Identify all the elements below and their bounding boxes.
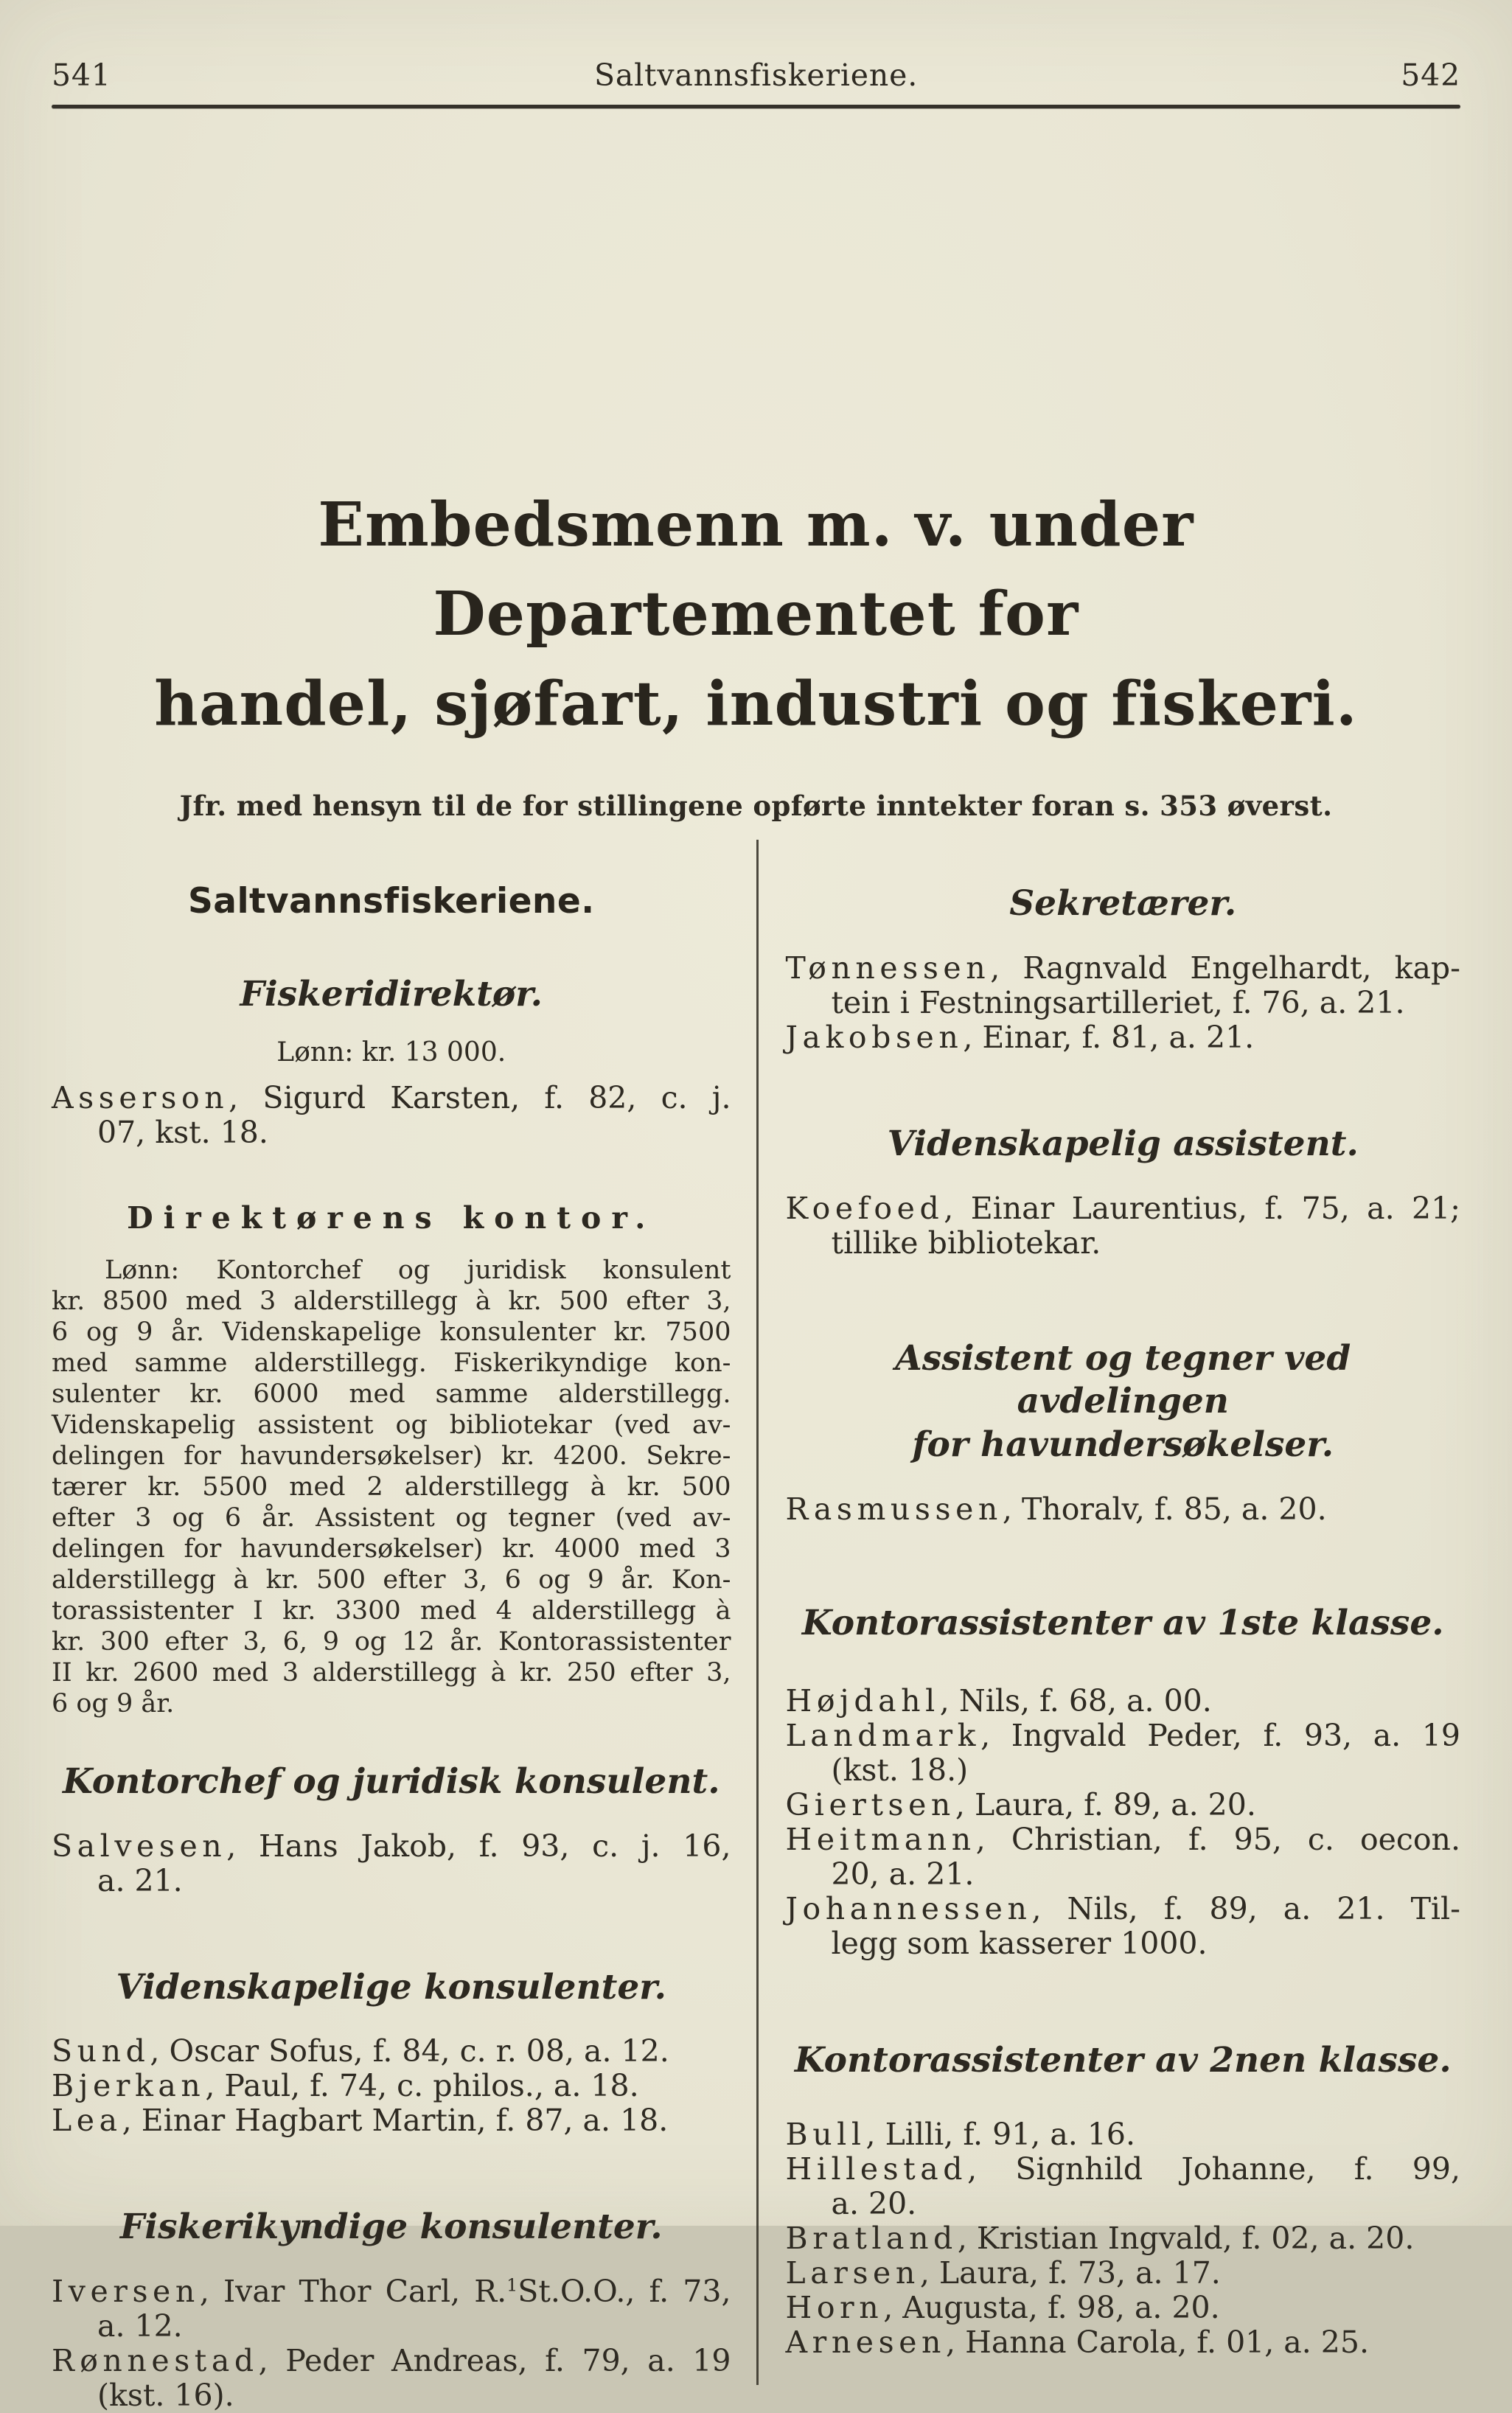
surname: Landmark xyxy=(785,1717,981,1753)
page-title xyxy=(52,481,1460,749)
entry-text: , Hanna Carola, f. 01, a. 25. xyxy=(946,2325,1370,2361)
paragraph-line: II kr. 2600 med 3 alderstillegg à kr. 250 efter 3, xyxy=(52,1657,731,1688)
paragraph-line: kr. 300 efter 3, 6, 9 og 12 år. Kontorassistenter xyxy=(52,1626,731,1657)
entry-larsen xyxy=(786,2256,1461,2291)
heading-direktorens-kontor: Direktørens kontor. xyxy=(127,1199,656,1236)
entry-text: , Einar Laurentius, f. 75, a. 21; xyxy=(944,1190,1460,1226)
entry-text: , Hans Jakob, f. 93, c. j. 16, xyxy=(226,1828,731,1864)
entry-text: , Nils, f. 89, a. 21. Til- xyxy=(1031,1890,1460,1926)
entry-text: , Kristian Ingvald, f. 02, a. 20. xyxy=(957,2221,1415,2257)
surname: Arnesen xyxy=(785,2325,947,2361)
entry-line: a. 21. xyxy=(97,1862,183,1898)
running-head-title: Saltvannsfiskeriene. xyxy=(593,58,919,93)
entry-line xyxy=(786,1191,1461,1226)
entry-jakobsen xyxy=(786,1020,1461,1055)
entry-text: , Einar Hagbart Martin, f. 87, a. 18. xyxy=(122,2103,669,2139)
surname: Johannessen xyxy=(785,1890,1032,1926)
page-number-right: 542 xyxy=(1401,58,1460,93)
salary-fiskeridirektor: Lønn: kr. 13 000. xyxy=(276,1037,506,1068)
entry-line xyxy=(786,2117,1461,2152)
surname: Giertsen xyxy=(785,1786,955,1822)
entry-line xyxy=(52,2034,731,2069)
entry-text: , Ivar Thor Carl, R. xyxy=(199,2274,507,2310)
surname: Rasmussen xyxy=(785,1491,1003,1527)
heading-fiskeridirektor: Fiskeridirektør. xyxy=(240,974,543,1015)
surname: Tønnessen xyxy=(785,950,991,986)
page-title-line2: handel, sjøfart, industri og fiskeri. xyxy=(154,668,1358,739)
entry-text: , Christian, f. 95, c. oecon. xyxy=(975,1821,1460,1857)
surname: Iversen xyxy=(52,2274,200,2310)
heading-kontorchef: Kontorchef og juridisk konsulent. xyxy=(62,1761,720,1802)
entry-salvesen xyxy=(52,1829,731,1898)
entries-kontorassistenter-2nen xyxy=(786,2117,1461,2360)
entry-text: St.O.O., f. 73, xyxy=(518,2274,731,2310)
entries-videnskapelig-assistent xyxy=(786,1191,1461,1261)
two-column-region xyxy=(52,860,1460,2413)
surname: Heitmann xyxy=(785,1821,976,1857)
paragraph-line: med samme alderstillegg. Fiskerikyndige kon- xyxy=(52,1348,731,1378)
entry-text: , Laura, f. 73, a. 17. xyxy=(919,2255,1221,2291)
entry-landmark xyxy=(786,1719,1461,1788)
heading-sekretaerer: Sekretærer. xyxy=(1009,883,1237,925)
entry-horn xyxy=(786,2291,1461,2325)
entry-text: , Lilli, f. 91, a. 16. xyxy=(865,2117,1136,2153)
entry-line xyxy=(786,1684,1461,1719)
heading-fiskerikyndige-konsulenter: Fiskerikyndige konsulenter. xyxy=(119,2207,663,2248)
salary-paragraph xyxy=(52,1255,731,1719)
paragraph-line: Lønn: Kontorchef og juridisk konsulent xyxy=(105,1255,731,1285)
surname: Salvesen xyxy=(52,1828,227,1864)
entries-fiskeridirektor xyxy=(52,1081,731,1150)
entry-giertsen xyxy=(786,1788,1461,1822)
entry-text: , Ingvald Peder, f. 93, a. 19 xyxy=(980,1717,1460,1753)
paragraph-line: sulenter kr. 6000 med samme alderstillegg. xyxy=(52,1379,731,1409)
entry-text: , Einar, f. 81, a. 21. xyxy=(963,1019,1255,1055)
entry-line xyxy=(52,2069,731,2103)
entry-text: , Oscar Sofus, f. 84, c. r. 08, a. 12. xyxy=(150,2033,669,2069)
running-head xyxy=(52,0,1460,93)
entry-text: , Signhild Johanne, f. 99, xyxy=(967,2151,1460,2187)
entry-text: , Augusta, f. 98, a. 20. xyxy=(883,2290,1220,2326)
entry-line xyxy=(786,2291,1461,2325)
entry-text: , Ragnvald Engelhardt, kap- xyxy=(990,950,1460,986)
page-title-line1: Embedsmenn m. v. under Departementet for xyxy=(318,490,1194,650)
entry-tonnessen xyxy=(786,951,1461,1020)
surname: Horn xyxy=(785,2290,884,2326)
entry-lea xyxy=(52,2103,731,2138)
paragraph-line: delingen for havundersøkelser) kr. 4000 med 3 xyxy=(52,1533,731,1564)
entry-line xyxy=(52,1081,731,1115)
heading-line: for havundersøkelser. xyxy=(912,1424,1334,1466)
surname: Koefoed xyxy=(785,1190,944,1226)
entry-ronnestad xyxy=(52,2344,731,2413)
entries-fiskerikyndige xyxy=(52,2274,731,2413)
left-column xyxy=(52,860,756,2413)
surname: Bull xyxy=(785,2117,866,2153)
heading-videnskapelig-assistent: Videnskapelig assistent. xyxy=(887,1123,1359,1164)
entry-line: 20, a. 21. xyxy=(831,1856,975,1892)
entry-line: (kst. 16). xyxy=(97,2378,234,2413)
entry-text: , Sigurd Karsten, f. 82, c. j. xyxy=(229,1079,731,1115)
entry-text: , Nils, f. 68, a. 00. xyxy=(939,1682,1212,1719)
entries-kontorassistenter-1ste xyxy=(786,1684,1461,1961)
entry-line: (kst. 18.) xyxy=(831,1752,969,1788)
paragraph-line: Videnskapelig assistent og bibliotekar (ved av- xyxy=(52,1410,731,1440)
entry-line xyxy=(786,1492,1461,1527)
heading-kontorassistenter-1ste: Kontorassistenter av 1ste klasse. xyxy=(801,1602,1444,1643)
surname: Sund xyxy=(52,2033,150,2069)
surname: Asserson xyxy=(52,1079,229,1115)
entry-line xyxy=(786,2221,1461,2256)
right-column xyxy=(756,860,1461,2413)
entry-line: tein i Festningsartilleriet, f. 76, a. 21. xyxy=(831,984,1405,1020)
heading-kontorassistenter-2nen: Kontorassistenter av 2nen klasse. xyxy=(794,2039,1452,2081)
entry-bratland xyxy=(786,2221,1461,2256)
entry-text: , Laura, f. 89, a. 20. xyxy=(955,1786,1256,1822)
entry-line xyxy=(786,2152,1461,2187)
entry-bull xyxy=(786,2117,1461,2152)
entry-line xyxy=(786,2256,1461,2291)
entry-line xyxy=(786,1020,1461,1055)
entries-kontorchef xyxy=(52,1829,731,1898)
entry-hojdahl xyxy=(786,1684,1461,1719)
entry-asserson xyxy=(52,1081,731,1150)
entries-videnskapelige xyxy=(52,2034,731,2138)
column-divider-rule xyxy=(756,840,759,2385)
surname: Jakobsen xyxy=(785,1019,964,1055)
entry-line xyxy=(52,1829,731,1864)
entry-line xyxy=(52,2103,731,2138)
surname: Larsen xyxy=(785,2255,920,2291)
entry-johannessen xyxy=(786,1892,1461,1961)
entries-assistent-og-tegner xyxy=(786,1492,1461,1527)
entry-line: a. 20. xyxy=(831,2186,917,2222)
entry-line: a. 12. xyxy=(97,2308,183,2344)
paragraph-line: alderstillegg à kr. 500 efter 3, 6 og 9 år. Kon- xyxy=(52,1564,731,1595)
entry-line xyxy=(786,1892,1461,1926)
paragraph-line: tærer kr. 5500 med 2 alderstillegg à kr. 500 xyxy=(52,1472,731,1502)
entry-text: , Peder Andreas, f. 79, a. 19 xyxy=(258,2343,731,2379)
entry-line xyxy=(786,1788,1461,1822)
entry-text: , Thoralv, f. 85, a. 20. xyxy=(1002,1491,1327,1527)
entry-text: , Paul, f. 74, c. philos., a. 18. xyxy=(205,2068,639,2104)
page-number-left: 541 xyxy=(52,58,111,93)
paragraph-line: efter 3 og 6 år. Assistent og tegner (ved av- xyxy=(52,1503,731,1533)
entry-line xyxy=(786,1822,1461,1857)
entry-heitmann xyxy=(786,1822,1461,1892)
paragraph-line: kr. 8500 med 3 alderstillegg à kr. 500 efter 3, xyxy=(52,1286,731,1316)
page-subtitle: Jfr. med hensyn til de for stillingene opførte inntekter foran s. 353 øverst. xyxy=(179,790,1333,823)
paragraph-line: torassistenter I kr. 3300 med 4 alderstillegg à xyxy=(52,1595,731,1626)
entry-line xyxy=(786,1719,1461,1753)
entry-line xyxy=(786,2325,1461,2360)
paragraph-line: 6 og 9 år. xyxy=(52,1688,175,1719)
entry-arnesen xyxy=(786,2325,1461,2360)
surname: Hillestad xyxy=(785,2151,968,2187)
surname: Bjerkan xyxy=(52,2068,206,2104)
entry-line: 07, kst. 18. xyxy=(97,1114,268,1150)
entry-line: legg som kasserer 1000. xyxy=(831,1925,1208,1961)
surname: Lea xyxy=(52,2103,122,2139)
heading-line: Assistent og tegner ved avdelingen xyxy=(895,1337,1351,1422)
surname: Højdahl xyxy=(785,1682,940,1719)
entry-hillestad xyxy=(786,2152,1461,2221)
order-class-superscript: 1 xyxy=(506,2274,518,2296)
header-rule xyxy=(52,105,1460,108)
paragraph-line: delingen for havundersøkelser) kr. 4200. Sekre- xyxy=(52,1441,731,1471)
heading-assistent-og-tegner xyxy=(786,1337,1461,1467)
entry-koefoed xyxy=(786,1191,1461,1261)
surname: Bratland xyxy=(785,2221,958,2257)
entry-line xyxy=(52,2344,731,2378)
entries-sekretaerer xyxy=(786,951,1461,1055)
paragraph-line: 6 og 9 år. Videnskapelige konsulenter kr. 7500 xyxy=(52,1317,731,1347)
entry-line: tillike bibliotekar. xyxy=(831,1225,1101,1261)
entry-rasmussen xyxy=(786,1492,1461,1527)
entry-iversen xyxy=(52,2274,731,2344)
section-heading-saltvannsfiskeriene: Saltvannsfiskeriene. xyxy=(187,881,595,922)
entry-bjerkan xyxy=(52,2069,731,2103)
entry-line xyxy=(786,951,1461,986)
entry-line xyxy=(52,2274,731,2309)
entry-sund xyxy=(52,2034,731,2069)
heading-videnskapelige-konsulenter: Videnskapelige konsulenter. xyxy=(116,1966,667,2008)
surname: Rønnestad xyxy=(52,2343,259,2379)
